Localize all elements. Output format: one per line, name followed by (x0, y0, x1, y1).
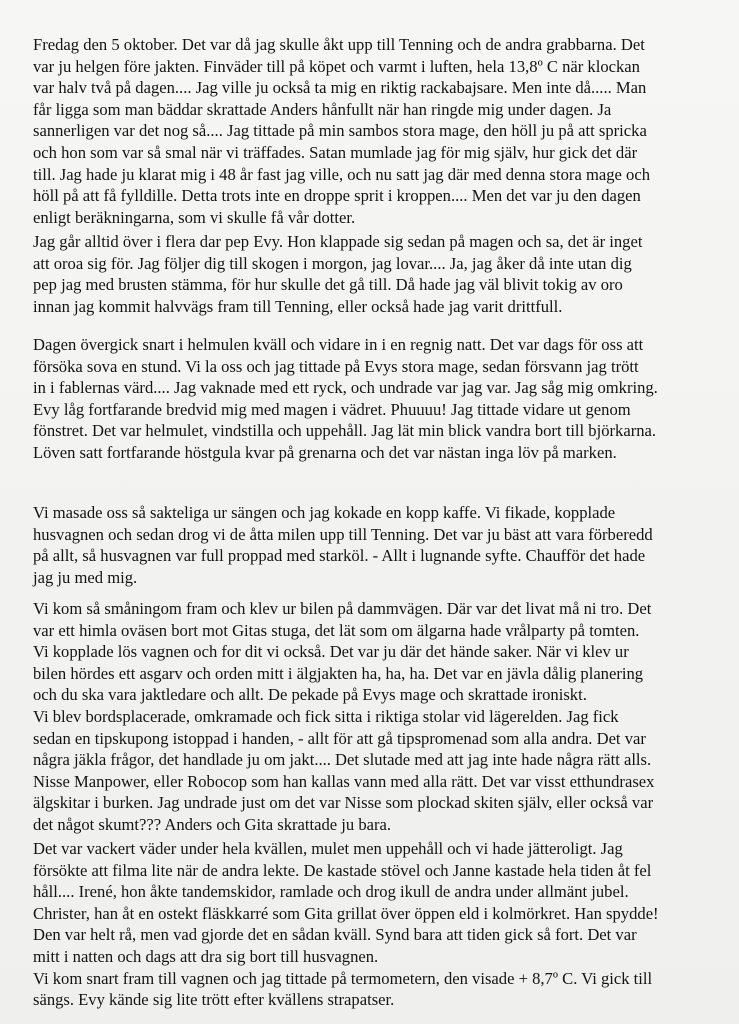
text-line: sängs. Evy kände sig lite trött efter kvällens strapatser. (33, 990, 395, 1010)
text-line: Vi blev bordsplacerade, omkramade och fick sitta i riktiga stolar vid lägerelden. Jag fick (33, 707, 619, 726)
text-line: husvagnen och sedan drog vi de åtta milen upp till Tenning. Det var ju bäst att vara förberedd (33, 524, 653, 544)
text-line: på allt, så husvagnen var full proppad med starköl. - Allt i lugnande syfte. Chaufför det hade (33, 546, 646, 566)
text-line: Jag går alltid över i flera dar pep Evy. Hon klappade sig sedan på magen och sa, det är inget (33, 232, 643, 251)
text-line: fönstret. Det var helmulet, vindstilla och uppehåll. Jag lät min blick vandra bort till björkarna. (33, 421, 657, 441)
text-line: Vi kom snart fram till vagnen och jag tittade på termometern, den visade + 8,7º C. Vi gick till (33, 968, 653, 988)
paragraph (33, 334, 733, 464)
text-line: att oroa sig för. Jag följer dig till skogen i morgon, jag lovar.... Ja, jag åker då inte utan dig (33, 253, 632, 273)
text-line: höll på att få fylldille. Detta trots inte en droppe sprit i kroppen.... Men det var ju den dagen (33, 186, 641, 206)
text-line: Den var helt rå, men vad gjorde det en sådan kväll. Synd bara att tiden gick så fort. Det var (33, 925, 637, 945)
paragraph (33, 502, 733, 588)
text-line: och du ska vara jaktledare och allt. De pekade på Evys mage och skrattade ironiskt. (33, 685, 587, 705)
text-line: Nisse Manpower, eller Robocop som han kallas vann med alla rätt. Det var visst etthundrasex (33, 771, 655, 791)
text-line: det något skumt??? Anders och Gita skrattade ju bara. (33, 814, 392, 834)
text-line: sannerligen var det nog så.... Jag tittade på min sambos stora mage, den höll ju på att spricka (33, 121, 647, 141)
paragraph (33, 706, 733, 836)
text-line: mitt i natten och dags att dra sig bort till husvagnen. (33, 946, 379, 966)
text-line: in i fablernas värd.... Jag vaknade med ett ryck, och undrade var jag var. Jag såg mig omkring. (33, 378, 658, 398)
text-line: får ligga som man bäddar skrattade Anders hånfullt när han ringde mig under dagen. Ja (33, 99, 612, 119)
text-line: innan jag kommit halvvägs fram till Tenning, eller också hade jag varit drittfull. (33, 296, 563, 316)
text-line: sedan en tipskupong istoppad i handen, - allt för att gå tipspromenad som alla andra. Det var (33, 728, 646, 748)
paragraph (33, 34, 733, 228)
paragraph (33, 838, 733, 1011)
text-line: Det var vackert väder under hela kvällen, mulet men uppehåll och vi hade jätteroligt. Jag (33, 839, 623, 858)
text-line: var ju helgen före jakten. Finväder till på köpet och varmt i luften, hela 13,8º C när klockan (33, 56, 640, 76)
text-line: Löven satt fortfarande höstgula kvar på grenarna och det var nästan inga löv på marken. (33, 442, 617, 462)
text-line: jag ju med mig. (33, 567, 138, 587)
text-line: och hon som var så smal när vi träffades. Satan mumlade jag för mig själv, hur gick det där (33, 142, 638, 162)
text-line: Vi kom så småningom fram och klev ur bilen på dammvägen. Där var det livat må ni tro. Det (33, 599, 652, 618)
text-line: Evy låg fortfarande bredvid mig med magen i vädret. Phuuuu! Jag tittade vidare ut genom (33, 399, 631, 419)
text-line: var halv två på dagen.... Jag ville ju också ta mig en riktig rackabajsare. Men inte då..... Man (33, 78, 647, 98)
text-line: Christer, han åt en ostekt fläskkarré som Gita grillat över öppen eld i kolmörkret. Han spydde! (33, 903, 659, 923)
paragraph (33, 231, 733, 317)
text-line: enligt beräkningarna, som vi skulle få vår dotter. (33, 207, 356, 227)
text-line: några jäkla frågor, det handlade ju om jakt.... Det slutade med att jag inte hade några rätt alls. (33, 750, 652, 770)
text-line: pep jag med brusten stämma, för hur skulle det gå till. Då hade jag väl blivit tokig av oro (33, 275, 623, 295)
text-line: älgskitar i burken. Jag undrade just om det var Nisse som plockad skiten själv, eller också var (33, 793, 654, 813)
text-line: Vi masade oss så sakteliga ur sängen och jag kokade en kopp kaffe. Vi fikade, kopplade (33, 503, 616, 522)
text-line: försökte att filma lite när de andra lekte. De kastade stövel och Janne kastade hela tiden åt fel (33, 860, 652, 880)
text-line: försöka sova en stund. Vi la oss och jag tittade på Evys stora mage, sedan försvann jag trött (33, 356, 639, 376)
text-line: till. Jag hade ju klarat mig i 48 år fast jag ville, och nu satt jag där med denna stora mage och (33, 164, 651, 184)
paragraph (33, 598, 733, 706)
text-line: bilen hördes ett asgarv och orden mitt i älgjakten ha, ha, ha. Det var en jävla dålig planering (33, 663, 644, 683)
text-line: Vi kopplade lös vagnen och for dit vi också. Det var ju där det hände saker. När vi klev ur (33, 642, 629, 662)
text-line: Dagen övergick snart i helmulen kväll och vidare in i en regnig natt. Det var dags för oss att (33, 335, 644, 354)
text-line: håll.... Irené, hon åkte tandemskidor, ramlade och drog ikull de andra under allmänt jubel. (33, 882, 629, 902)
text-line: var ett himla oväsen bort mot Gitas stuga, det lät som om älgarna hade vrålparty på tomten. (33, 620, 640, 640)
text-line: Fredag den 5 oktober. Det var då jag skulle åkt upp till Tenning och de andra grabbarna. Det (33, 35, 645, 54)
